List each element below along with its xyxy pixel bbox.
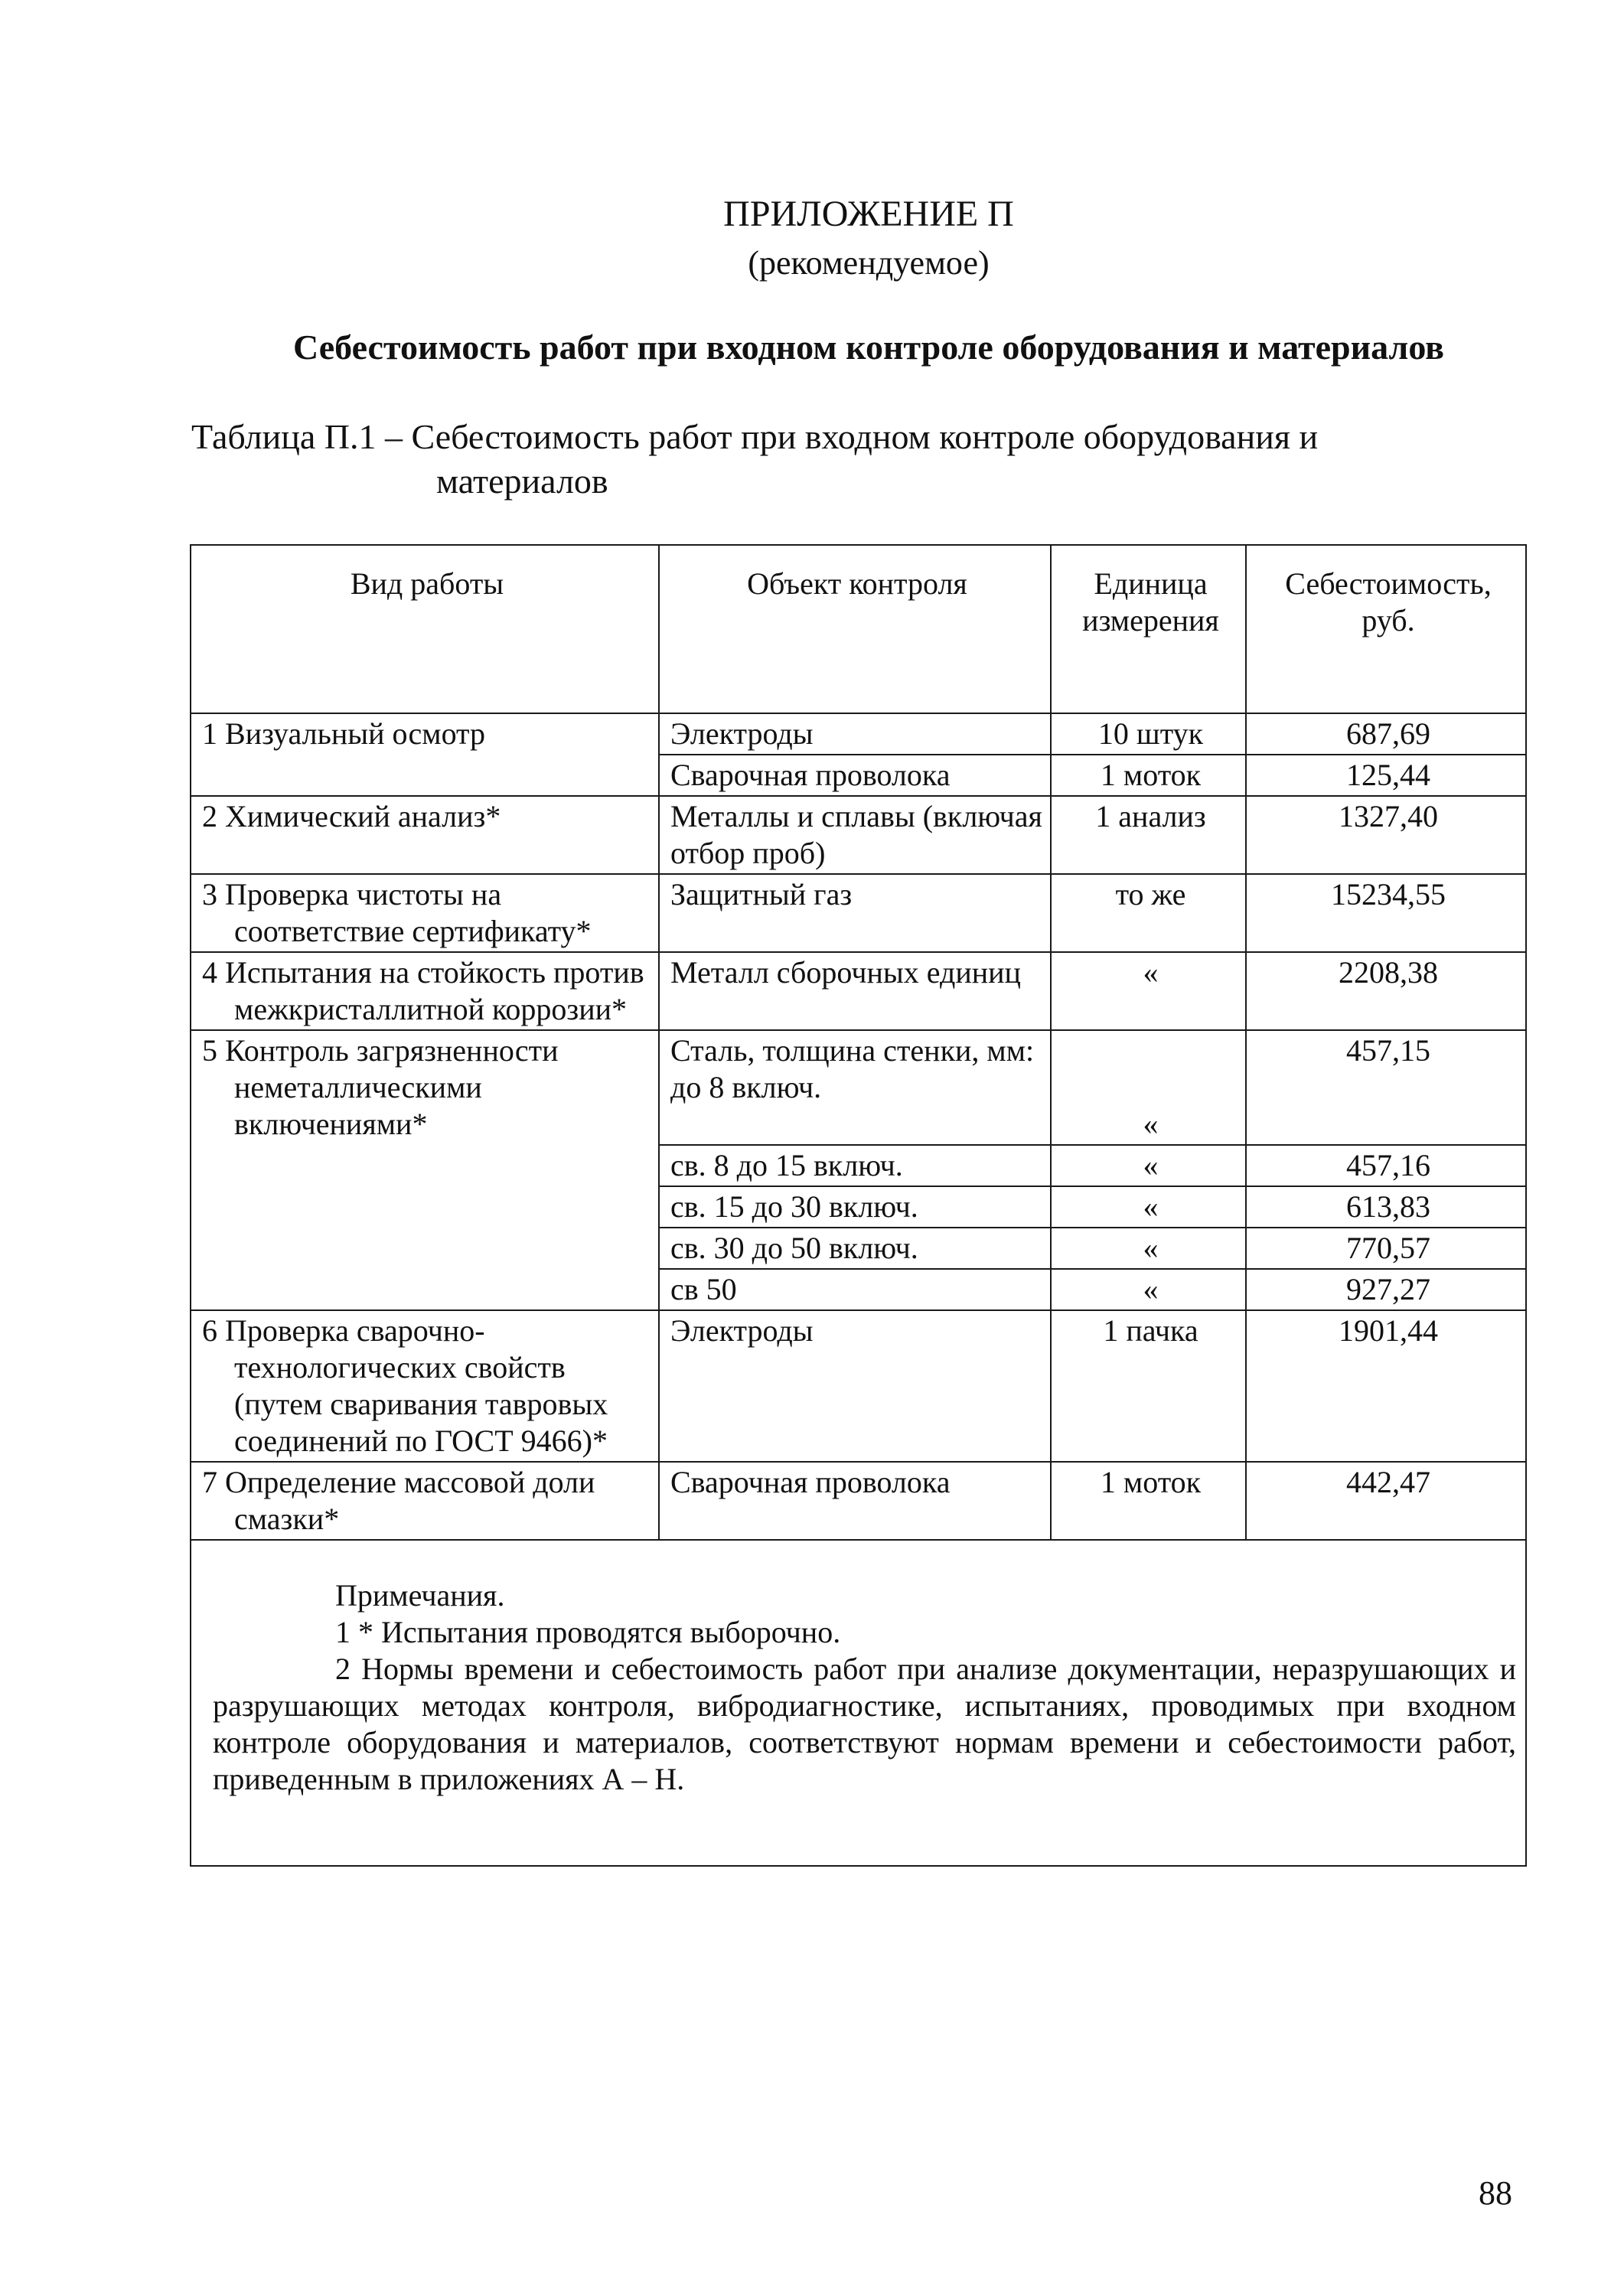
appendix-title: ПРИЛОЖЕНИЕ П: [723, 194, 1014, 234]
table-caption-line1: Таблица П.1 – Себестоимость работ при входном контроле оборудования и: [191, 417, 1319, 456]
unit-cell: 10 штук: [1051, 713, 1246, 755]
cost-cell: 1327,40: [1246, 796, 1526, 874]
object-cell: Сварочная проволока: [659, 755, 1051, 796]
cost-cell: 457,16: [1246, 1145, 1526, 1186]
work-type-cell: 6 Проверка сварочно-технологических свойств (путем сваривания тавровых соединений по ГОСТ 9466)*: [191, 1310, 659, 1462]
table-row: [191, 874, 1526, 952]
work-type-cell: 3 Проверка чистоты на соответствие сертификату*: [191, 874, 659, 952]
notes-row: [191, 1540, 1526, 1866]
work-type-cell: 1 Визуальный осмотр: [191, 713, 659, 796]
unit-cell: «: [1051, 1228, 1246, 1269]
unit-cell: [1051, 1030, 1246, 1145]
object-value: до 8 включ.: [670, 1070, 822, 1104]
work-type-cell: 2 Химический анализ*: [191, 796, 659, 874]
object-cell: Металл сборочных единиц: [659, 952, 1051, 1030]
header-control-object: Объект контроля: [659, 545, 1051, 713]
work-type-cell: 5 Контроль загрязненности неметаллическими включениями*: [191, 1030, 659, 1310]
cost-cell: 927,27: [1246, 1269, 1526, 1310]
cost-cell: 687,69: [1246, 713, 1526, 755]
unit-cell: 1 моток: [1051, 755, 1246, 796]
note-item: 2 Нормы времени и себестоимость работ при анализе документации, неразрушающих и разрушающих методах контроля, вибродиагностике, испытаниях, проводимых при входном контроле оборудования и материалов, соответствуют нормам времени и себестоимости работ, приведенным в приложениях А – Н.: [213, 1652, 1516, 1796]
spacer: [1062, 1032, 1239, 1069]
unit-cell: «: [1051, 1186, 1246, 1228]
object-cell: св. 8 до 15 включ.: [659, 1145, 1051, 1186]
object-cell: Электроды: [659, 1310, 1051, 1462]
object-cell: св 50: [659, 1269, 1051, 1310]
cost-cell: 15234,55: [1246, 874, 1526, 952]
work-type-cell: 7 Определение массовой доли смазки*: [191, 1462, 659, 1540]
object-cell: Защитный газ: [659, 874, 1051, 952]
work-type-cell: 4 Испытания на стойкость против межкристаллитной коррозии*: [191, 952, 659, 1030]
table-row: [191, 1030, 1526, 1145]
header-cost: Себестоимость, руб.: [1246, 545, 1526, 713]
document-heading: Себестоимость работ при входном контроле оборудования и материалов: [292, 328, 1445, 367]
object-cell: Металлы и сплавы (включая отбор проб): [659, 796, 1051, 874]
unit-cell: 1 моток: [1051, 1462, 1246, 1540]
unit-cell: «: [1051, 1269, 1246, 1310]
cost-cell: 457,15: [1246, 1030, 1526, 1145]
cost-table: [190, 544, 1527, 1867]
spacer: [1062, 1069, 1239, 1106]
note-item: 1 * Испытания проводятся выборочно.: [335, 1615, 841, 1649]
table-row: [191, 796, 1526, 874]
appendix-subtitle: (рекомендуемое): [748, 244, 990, 282]
header-work-type: Вид работы: [191, 545, 659, 713]
table-row: [191, 952, 1526, 1030]
unit-cell: «: [1051, 952, 1246, 1030]
header-unit: Единица измерения: [1051, 545, 1246, 713]
cost-cell: 770,57: [1246, 1228, 1526, 1269]
cost-cell: 2208,38: [1246, 952, 1526, 1030]
unit-cell: то же: [1051, 874, 1246, 952]
page-number: 88: [1479, 2174, 1512, 2212]
unit-cell: 1 анализ: [1051, 796, 1246, 874]
table-caption: [191, 415, 1531, 504]
table-row: [191, 713, 1526, 755]
table-row: [191, 1310, 1526, 1462]
unit-cell: 1 пачка: [1051, 1310, 1246, 1462]
unit-value: «: [1143, 1107, 1159, 1141]
table-header-row: [191, 545, 1526, 713]
table-caption-line2: материалов: [436, 461, 608, 501]
notes-cell: [191, 1540, 1526, 1866]
cost-cell: 442,47: [1246, 1462, 1526, 1540]
cost-cell: 125,44: [1246, 755, 1526, 796]
unit-cell: «: [1051, 1145, 1246, 1186]
object-intro: Сталь, толщина стенки, мм:: [670, 1033, 1035, 1068]
object-cell: Сварочная проволока: [659, 1462, 1051, 1540]
notes-title: Примечания.: [335, 1578, 505, 1613]
object-cell: Электроды: [659, 713, 1051, 755]
object-cell: [659, 1030, 1051, 1145]
table-row: [191, 1462, 1526, 1540]
cost-cell: 1901,44: [1246, 1310, 1526, 1462]
cost-cell: 613,83: [1246, 1186, 1526, 1228]
object-cell: св. 15 до 30 включ.: [659, 1186, 1051, 1228]
object-cell: св. 30 до 50 включ.: [659, 1228, 1051, 1269]
